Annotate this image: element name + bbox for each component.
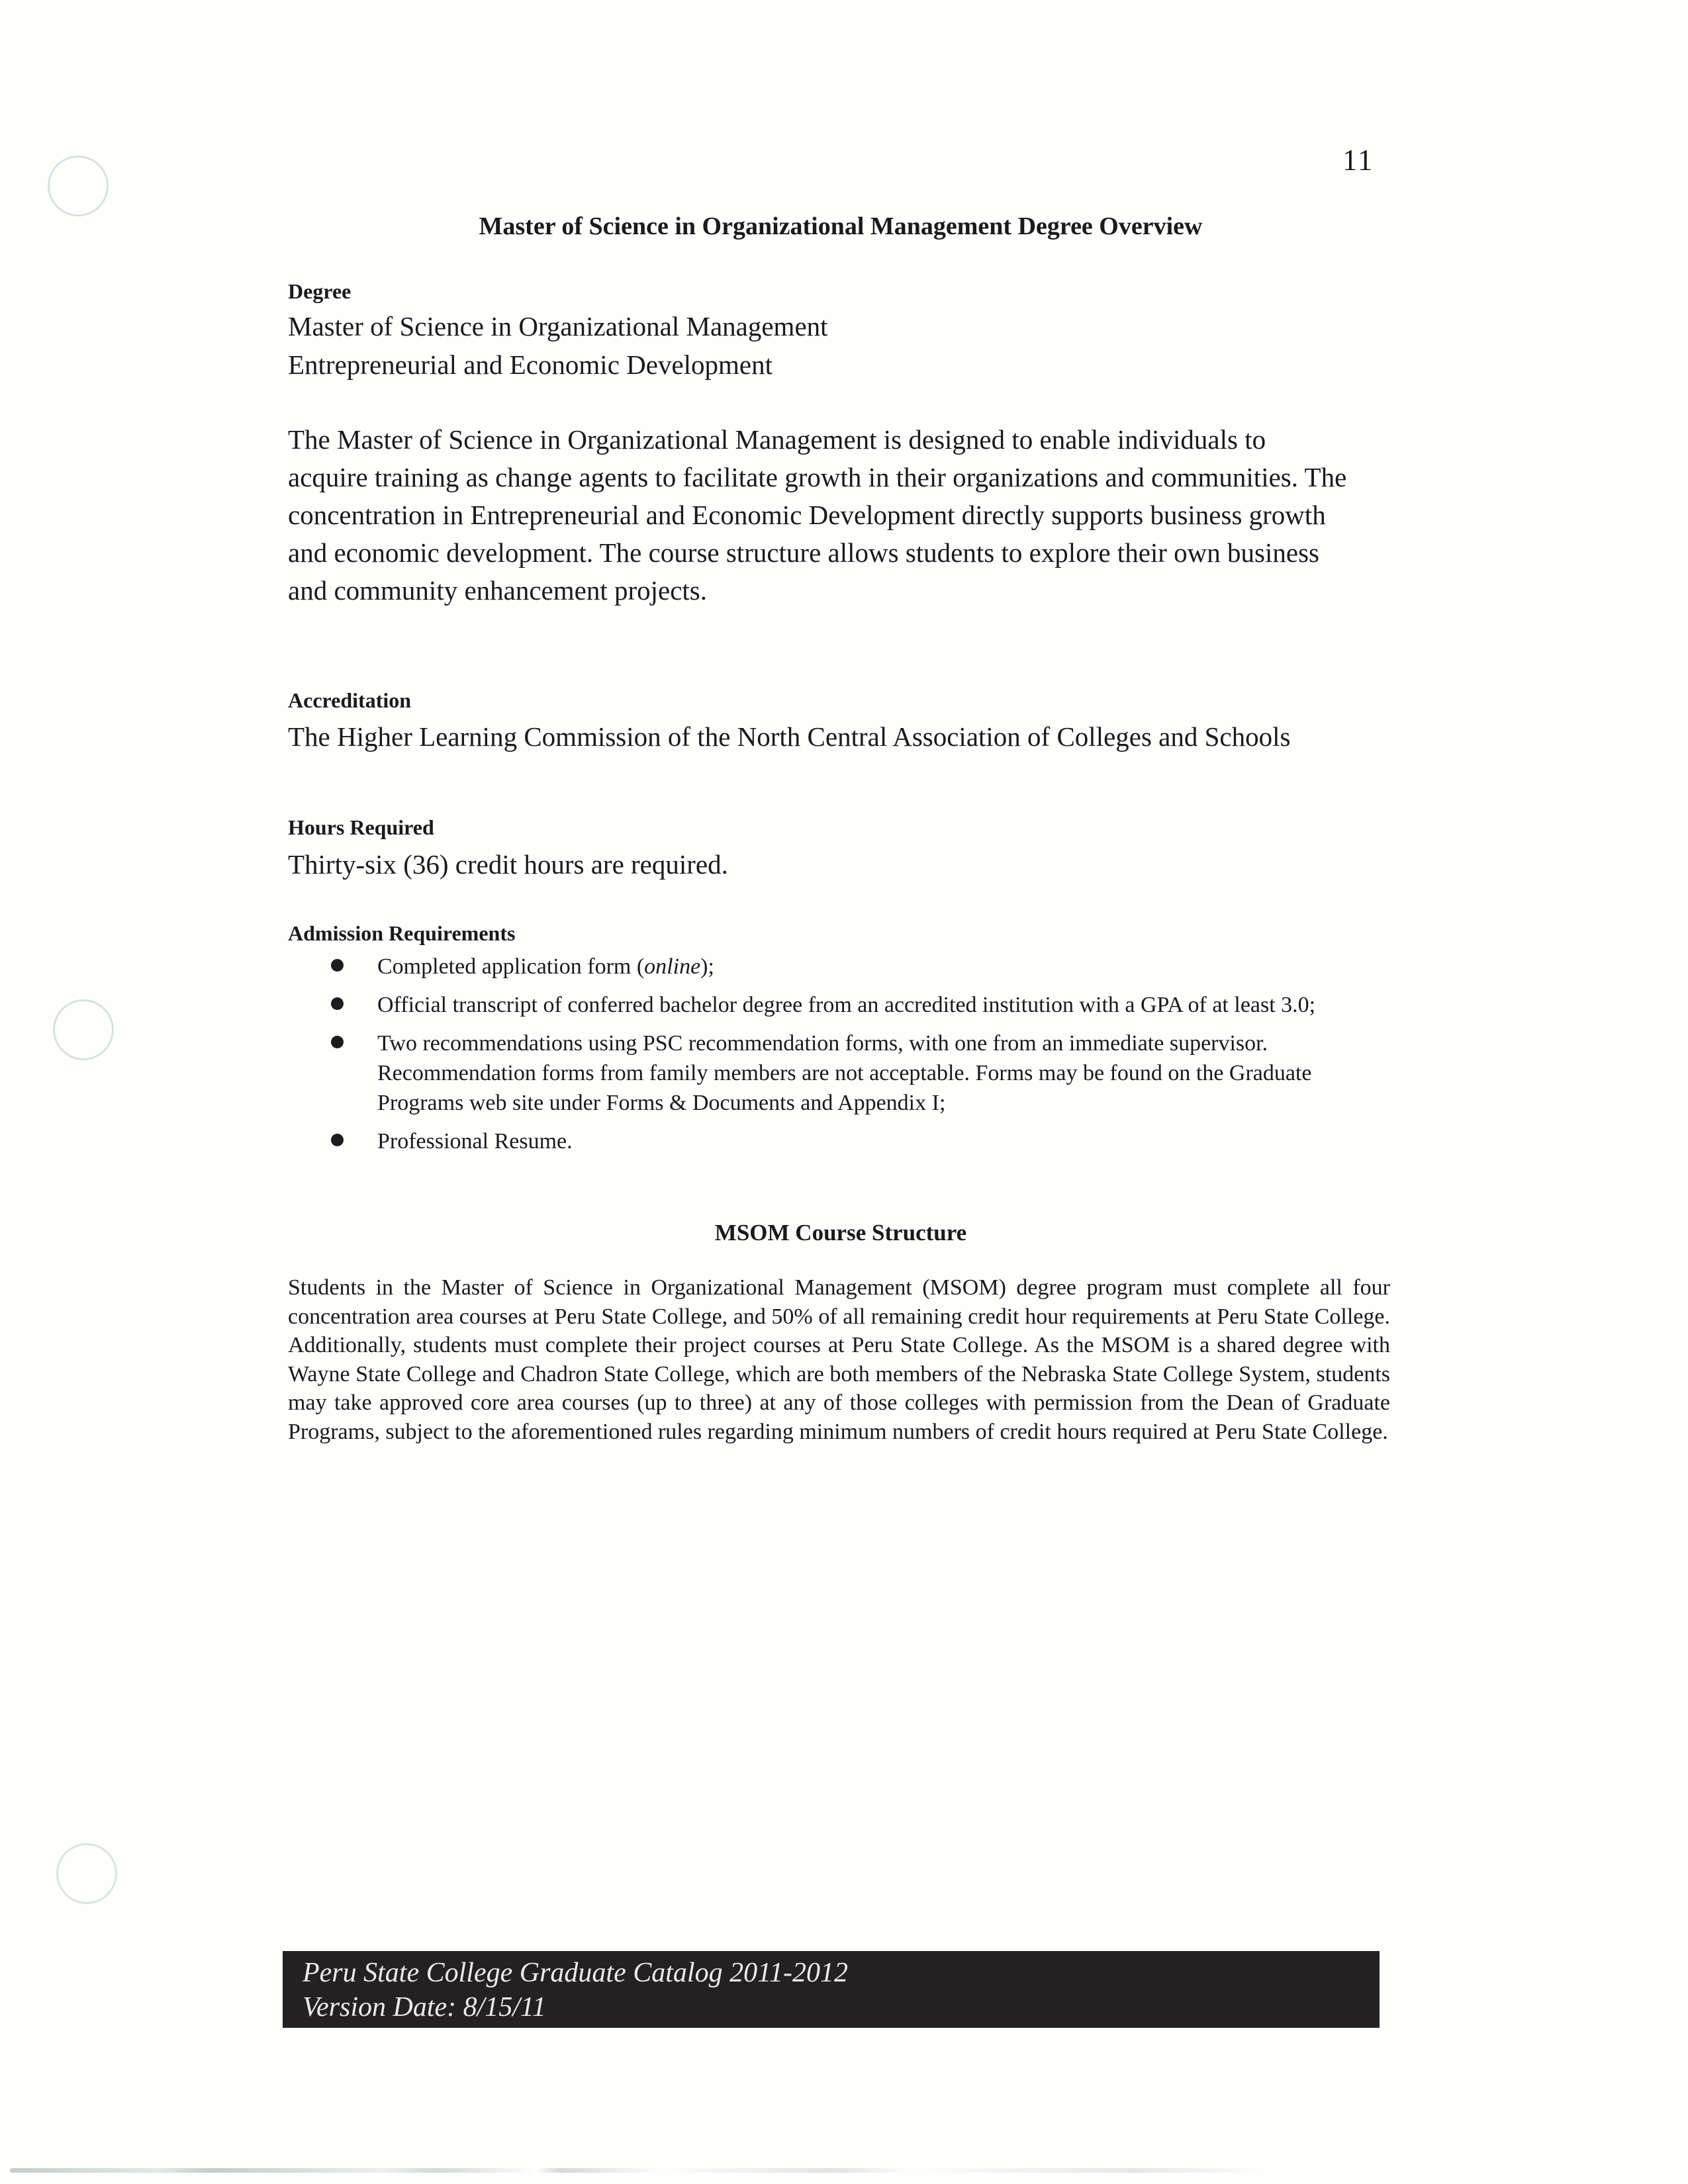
accreditation-body: The Higher Learning Commission of the North Central Association of Colleges and Schools [288,721,1291,752]
bullet-text-prefix: Completed application form ( [377,954,645,979]
course-structure-paragraph: Students in the Master of Science in Organizational Management (MSOM) degree program must complete all four concentration area courses at Peru State College, and 50% of all remaining credit hour requirements at Peru State College. Additionally, students must complete their project courses at Peru State College. As the MSOM is a shared degree with Wayne State College and Chadron State College, which are both members of the Nebraska State College System, students may take approved core area courses (up to three) at any of those colleges with permission from the Dean of Graduate Programs, subject to the aforementioned rules regarding minimum numbers of credit hours required at Peru State College. [288,1275,1390,1444]
intro-paragraph: The Master of Science in Organizational Management is designed to enable individuals to acquire training as change agents to facilitate growth in their organizations and communities. The concentration in Entrepreneurial and Economic Development directly supports business growth and economic development. The course structure allows students to explore their own business and community enhancement projects. [288,424,1347,606]
degree-lines [288,307,828,384]
bullet-icon [331,997,344,1010]
bullet-text: Professional Resume. [377,1129,573,1154]
bullet-text: Official transcript of conferred bachelor degree from an accredited institution with a GPA of at least 3.0; [377,993,1316,1017]
bullet-icon [331,959,344,972]
bullet-text-suffix: ); [700,954,714,979]
bullet-text-italic: online [644,954,701,979]
admission-requirements-heading: Admission Requirements [288,921,516,945]
scan-edge-artifact [10,2168,1261,2173]
bullet-text: Two recommendations using PSC recommendation forms, with one from an immediate supervisor. Recommendation forms from family members are not acceptable. Forms may be found on the Graduate Programs web site under Forms & Documents and Appendix I; [377,1031,1312,1115]
accreditation-heading: Accreditation [288,688,412,712]
hours-required-heading: Hours Required [288,815,434,839]
admission-bullet-resume [377,1126,1357,1156]
bullet-icon [331,1036,344,1048]
page-title: Master of Science in Organizational Management Degree Overview [479,212,1203,240]
course-structure-heading: MSOM Course Structure [714,1220,967,1246]
footer-catalog-title: Peru State College Graduate Catalog 2011-2012 [303,1958,848,1988]
bullet-icon [331,1134,344,1146]
hole-punch-artifact [48,156,109,216]
page-number: 11 [1342,144,1374,177]
footer-version-date: Version Date: 8/15/11 [303,1992,546,2023]
hole-punch-artifact [53,999,114,1060]
degree-heading: Degree [288,279,352,303]
degree-line-1: Master of Science in Organizational Management [288,311,828,341]
degree-line-2: Entrepreneurial and Economic Development [288,349,773,380]
admission-bullet-transcript [377,990,1357,1020]
footer-banner [283,1951,1380,2028]
admission-requirements-list [288,952,1483,1165]
hours-required-body: Thirty-six (36) credit hours are required. [288,849,728,880]
hole-punch-artifact [50,1837,122,1909]
admission-bullet-recommendations [377,1028,1357,1118]
admission-bullet-application [377,952,1357,981]
